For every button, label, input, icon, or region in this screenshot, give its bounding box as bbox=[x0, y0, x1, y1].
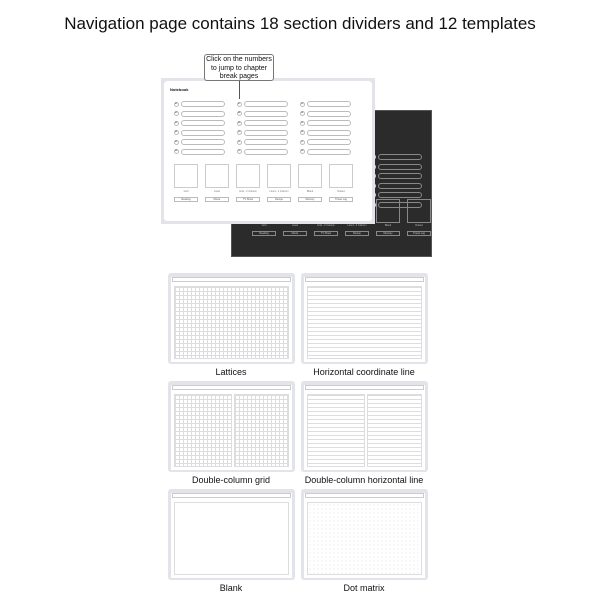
section-title-field[interactable] bbox=[181, 120, 225, 126]
section-row bbox=[174, 120, 225, 126]
right-column bbox=[367, 394, 422, 467]
template-caption: Double-column horizontal line bbox=[304, 475, 424, 485]
section-row bbox=[174, 111, 225, 117]
section-title-field[interactable] bbox=[378, 192, 422, 198]
section-row bbox=[237, 120, 288, 126]
section-row bbox=[300, 139, 351, 145]
template-label: Lined bbox=[213, 190, 221, 193]
section-title-field[interactable] bbox=[244, 149, 288, 155]
template-preview-dots[interactable] bbox=[301, 489, 428, 580]
template-page bbox=[174, 286, 289, 359]
page-title: Navigation page contains 18 section dividers and 12 templates bbox=[64, 14, 536, 33]
section-number-button[interactable]: 14 bbox=[301, 112, 304, 114]
template-button[interactable]: Recipe bbox=[345, 231, 369, 236]
template-window bbox=[171, 493, 292, 578]
section-number-button[interactable]: 08 bbox=[238, 112, 241, 114]
section-row bbox=[370, 183, 422, 189]
template-preview-grid[interactable] bbox=[168, 273, 295, 364]
template-label: Grid bbox=[261, 224, 267, 227]
template-button[interactable]: Travel Log bbox=[329, 197, 353, 202]
template-thumbnail[interactable] bbox=[267, 164, 291, 188]
section-number-button[interactable]: 05 bbox=[175, 140, 178, 143]
notebook-label: Notebook bbox=[170, 87, 189, 92]
template-label: Lined - 2 Column bbox=[269, 190, 289, 193]
callout-pointer bbox=[239, 81, 240, 99]
template-page bbox=[307, 502, 422, 575]
section-number-button[interactable]: 02 bbox=[175, 112, 178, 114]
section-row bbox=[174, 149, 225, 155]
template-preview-blank[interactable] bbox=[168, 489, 295, 580]
right-column bbox=[234, 394, 289, 467]
section-title-field[interactable] bbox=[181, 149, 225, 155]
window-toolbar bbox=[172, 385, 291, 390]
window-toolbar bbox=[172, 277, 291, 282]
template-label: Lined - 2 Column bbox=[347, 224, 367, 227]
section-title-field[interactable] bbox=[181, 111, 225, 117]
template-window bbox=[304, 277, 425, 362]
template-label: Blank bbox=[306, 190, 314, 193]
template-label: Grid - 2 Column bbox=[317, 224, 335, 227]
template-label: Dotted bbox=[415, 224, 423, 227]
section-number-button[interactable]: 11 bbox=[238, 140, 241, 143]
section-row bbox=[237, 139, 288, 145]
template-button[interactable]: Movie bbox=[283, 231, 307, 236]
section-title-field[interactable] bbox=[378, 173, 422, 179]
section-title-field[interactable] bbox=[307, 130, 351, 136]
template-thumbnail[interactable] bbox=[376, 199, 400, 223]
section-title-field[interactable] bbox=[307, 101, 351, 107]
section-number-button[interactable]: 07 bbox=[238, 102, 241, 105]
template-caption: Horizontal coordinate line bbox=[313, 367, 415, 377]
section-row bbox=[237, 111, 288, 117]
template-thumbnail[interactable] bbox=[174, 164, 198, 188]
section-number-button[interactable]: 04 bbox=[175, 131, 178, 133]
section-title-field[interactable] bbox=[244, 101, 288, 107]
callout-tooltip: Click on the numbers to jump to chapter break pages bbox=[204, 54, 274, 81]
section-title-field[interactable] bbox=[181, 139, 225, 145]
left-column bbox=[174, 394, 232, 467]
section-title-field[interactable] bbox=[244, 130, 288, 136]
template-window bbox=[304, 385, 425, 470]
template-caption: Blank bbox=[219, 583, 243, 593]
template-button[interactable]: Memory bbox=[376, 231, 400, 236]
section-number-button[interactable]: 03 bbox=[175, 121, 178, 124]
section-number-button[interactable]: 16 bbox=[301, 131, 304, 133]
section-row bbox=[237, 130, 288, 136]
template-button[interactable]: Memory bbox=[298, 197, 322, 202]
section-row bbox=[300, 101, 351, 107]
template-button[interactable]: TV Show bbox=[236, 197, 260, 202]
template-button[interactable]: Movie bbox=[205, 197, 229, 202]
section-row bbox=[370, 154, 422, 160]
section-title-field[interactable] bbox=[378, 164, 422, 170]
template-button[interactable]: Reading bbox=[252, 231, 276, 236]
template-label: Lined bbox=[291, 224, 299, 227]
section-row bbox=[300, 120, 351, 126]
template-page bbox=[307, 286, 422, 359]
section-title-field[interactable] bbox=[307, 149, 351, 155]
section-number-button[interactable]: 09 bbox=[238, 121, 241, 124]
template-window bbox=[304, 493, 425, 578]
section-row bbox=[237, 149, 288, 155]
window-toolbar bbox=[172, 493, 291, 498]
section-title-field[interactable] bbox=[244, 120, 288, 126]
template-label: Dotted bbox=[337, 190, 345, 193]
window-toolbar bbox=[305, 277, 424, 282]
template-window bbox=[171, 277, 292, 362]
template-button[interactable]: Travel Log bbox=[407, 231, 431, 236]
section-title-field[interactable] bbox=[378, 154, 422, 160]
section-title-field[interactable] bbox=[181, 130, 225, 136]
template-caption: Dot matrix bbox=[343, 583, 385, 593]
left-column bbox=[307, 394, 365, 467]
section-number-button[interactable]: 10 bbox=[238, 131, 241, 133]
template-button[interactable]: TV Show bbox=[314, 231, 338, 236]
section-row bbox=[174, 139, 225, 145]
section-row bbox=[237, 101, 288, 107]
section-row bbox=[300, 130, 351, 136]
section-title-field[interactable] bbox=[244, 139, 288, 145]
section-row bbox=[174, 101, 225, 107]
section-title-field[interactable] bbox=[181, 101, 225, 107]
section-number-button[interactable]: 15 bbox=[301, 121, 304, 124]
template-page bbox=[174, 502, 289, 575]
section-number-button[interactable]: 06 bbox=[175, 150, 178, 152]
template-thumbnail[interactable] bbox=[205, 164, 229, 188]
light-navigation-preview bbox=[161, 78, 375, 224]
section-number-button[interactable]: 12 bbox=[238, 150, 241, 152]
section-title-field[interactable] bbox=[244, 111, 288, 117]
template-label: Grid bbox=[183, 190, 189, 193]
template-window bbox=[171, 385, 292, 470]
section-number-button[interactable]: 17 bbox=[301, 140, 304, 143]
template-thumbnail[interactable] bbox=[407, 199, 431, 223]
template-preview-lines2[interactable] bbox=[301, 381, 428, 472]
template-label: Blank bbox=[384, 224, 392, 227]
template-label: Grid - 2 Column bbox=[239, 190, 257, 193]
section-row bbox=[370, 164, 422, 170]
section-row bbox=[370, 192, 422, 198]
section-number-button[interactable]: 13 bbox=[301, 102, 304, 105]
template-thumbnail[interactable] bbox=[329, 164, 353, 188]
template-button[interactable]: Recipe bbox=[267, 197, 291, 202]
template-button[interactable]: Reading bbox=[174, 197, 198, 202]
template-preview-grid2[interactable] bbox=[168, 381, 295, 472]
template-preview-lines[interactable] bbox=[301, 273, 428, 364]
section-title-field[interactable] bbox=[307, 120, 351, 126]
window-toolbar bbox=[305, 493, 424, 498]
template-thumbnail[interactable] bbox=[236, 164, 260, 188]
section-title-field[interactable] bbox=[378, 183, 422, 189]
section-title-field[interactable] bbox=[307, 111, 351, 117]
template-caption: Lattices bbox=[215, 367, 247, 377]
section-row bbox=[300, 149, 351, 155]
section-row bbox=[300, 111, 351, 117]
section-title-field[interactable] bbox=[307, 139, 351, 145]
section-row bbox=[370, 173, 422, 179]
section-row bbox=[174, 130, 225, 136]
section-number-button[interactable]: 18 bbox=[301, 150, 304, 152]
template-thumbnail[interactable] bbox=[298, 164, 322, 188]
template-caption: Double-column grid bbox=[191, 475, 271, 485]
window-toolbar bbox=[305, 385, 424, 390]
section-number-button[interactable]: 01 bbox=[175, 102, 178, 105]
